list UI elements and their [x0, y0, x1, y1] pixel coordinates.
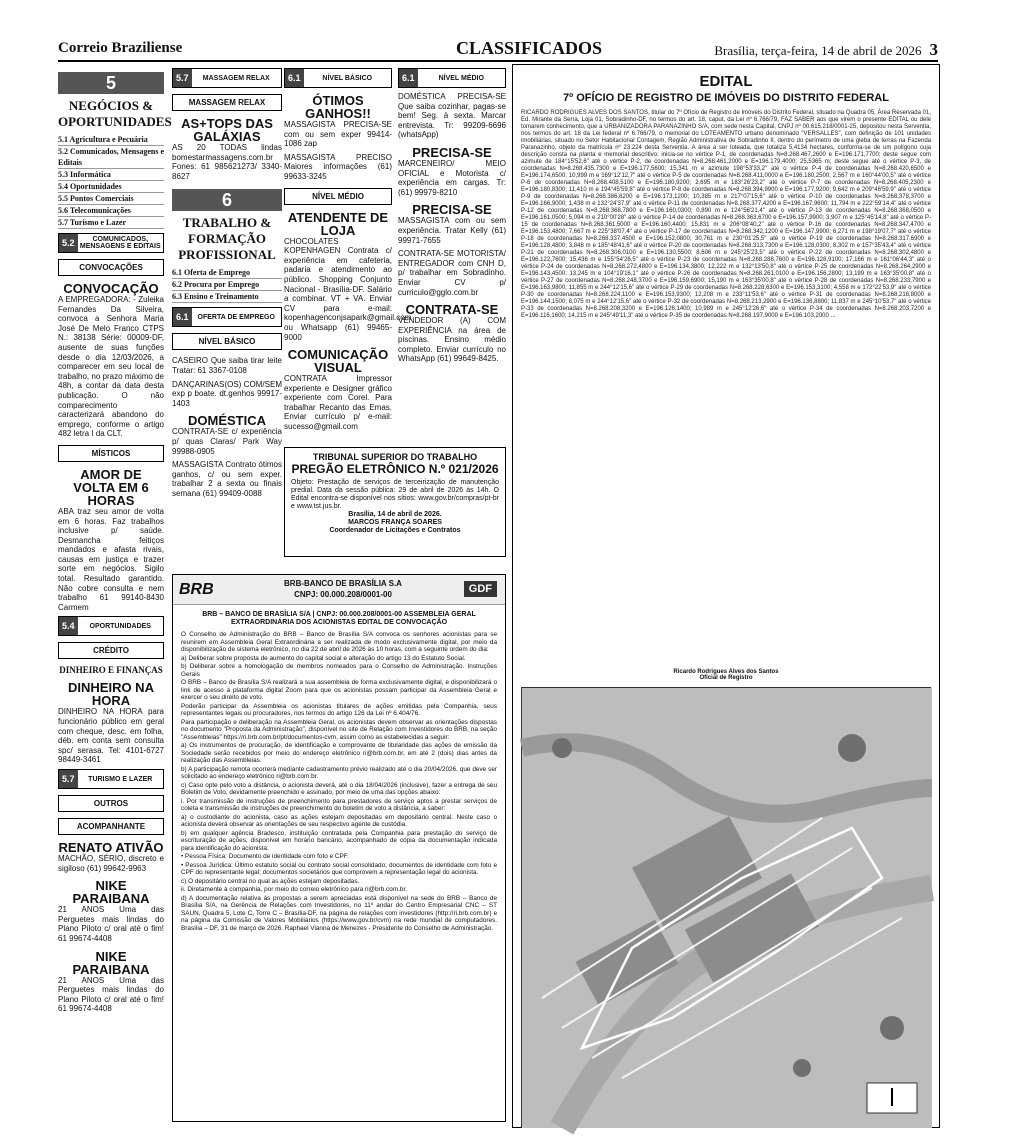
notice-org: TRIBUNAL SUPERIOR DO TRABALHO — [312, 452, 478, 462]
edital-body: RICARDO RODRIGUES ALVES DOS SANTOS, titular do 7º Ofício de Registro de Imóveis do Distrito Federal, situado na Quadra 05, Área Reservada 01, Ed. Mirante da Serra, Loja 01, Sobradinho-DF, no termos do art. 18, caput, da Lei nº 6.766/79, FAZ SABER aos que virem o presente EDITAL ou dele tomarem conhecimento, que a URBANIZADORA PARANAZINHO S/A, com sede nesta Capital, CNPJ nº 00.615.218/0001-25, depositou nesta Serventia, nos termos do art. 18 da Lei federal nº 6.766/79, o memorial do LOTEAMENTO urbano denominado "VERSALLES", com definição de 101 unidades imobiliárias, situado no Setor Habitacional Contagem, Região Administrativa de Sobradinho II, dentro do perímetro de uma gleba de terras na Fazenda Paranazinho, objeto da matrícula nº 23.224 desta Serventia. A área a ser loteada, que totaliza 5,4134 hectares, conforma-se de um polígono cuja descrição consta na planta e memorial descritivo: inicia-se no vértice P-1, de coordenadas N=8.268.467,2600 e E=196.171,7700; deste segue com azimute de 184°15'52,6" até o vértice P-2, de coordenadas N=8.268.461,2000 e E=196.179,4000; 25,5365 m; deste segue até o vértice P-3, de coordenadas N=8.268.435,7300 e E=196.177,5600; 15,341 m e azimute 198°53'33,2" até o vértice P-4 de coordenadas N=8.268.420,6500 e E=196.174,6500; 10,999 m e 169°12'12,7" até o vértice P-5 de coordenadas N=8.268.411,0000 e E=196.180,2500; 2,567 m e 160°44'00,5" até o vértice P-6 de coordenadas N=8.268.408,5100 e E=196.180,9200; 2,695 m e 183°26'23,2" até o vértice P-7 de coordenadas N=8.268.405,2300 e E=196.180,8300; 11,410 m e 194°45'59,8" até o vértice P-8 de coordenadas N=8.268.394,9900 e E=196.177,9200; 9,642 m e 209°46'59,9" até o vértice P-9 de coordenadas N=8.268.386,6200 e E=196.173,1200; 10,385 m e 217°07'15,6" até o vértice P-10 de coordenadas N=8.268.378,3700 e E=196.166,9000; 1,438 m e 132°24'37,9" até o vértice P-11 de coordenadas N=8.268.377,4200 e E=196.167,9600; 11,794 m e 222°59'14,4" até o vértice P-12 de coordenadas N=8.268.368,7800 e E=196.160,0300; 0,890 m e 124°56'21,4" até o vértice P-13 de coordenadas N=8.268.368,0500 e E=196.161,0500; 5,094 m e 210°00'28" até o vértice P-14 de coordenadas N=8.268.363,6700 e E=196.157,9900; 3,907 m e 125°45'14,8" até o vértice P-15 de coordenadas N=8.268.361,5000 e E=196.160,4400; 15,831 m e 206°08'40,2" até o vértice P-16 de coordenadas N=8.268.347,4700 e E=196.153,4800; 7,667 m e 225°38'07,4" até o vértice P-17 de coordenadas N=8.268.342,1200 e E=196.147,9900; 6,271 m e 198°19'07,7" até o vértice P-18 de coordenadas N=8.268.337,4500 e E=196.152,0800; 30,761 m e 230°01'25,5" até o vértice P-19 de coordenadas N=8.268.317,6900 e E=196.128,4800; 3,848 m e 185°48'41,6" até o vértice P-20 de coordenadas N=8.268.313,7300 e E=196.128,0300; 8,302 m e 157°35'43,4" até o vértice P-21 de coordenadas N=8.268.306,0100 e E=196.130,5500; 8,606 m e 245°25'23,5" até o vértice P-22 de coordenadas N=8.268.302,4800 e E=196.122,7600; 15,436 m e 155°54'26,5" até o vértice P-23 de coordenadas N=8.268.288,7600 e E=196.128,9100; 17,166 m e 161°06'44,3" até o vértice P-24 de coordenadas N=8.268.272,4800 e E=196.134,3800; 12,222 m e 132°13'50,8" até o vértice P-25 de coordenadas N=8.268.264,2900 e E=196.143,4500; 13,245 m e 104°19'16,1" até o vértice P-26 de coordenadas N=8.268.261,0100 e E=196.156,2800; 13,199 m e 163°35'00,8" até o vértice P-27 de coordenadas N=8.268.248,3700 e E=196.159,6900; 15,190 m e 163°35'00,8" até o vértice P-28 de coordenadas N=8.268.233,7900 e E=196.163,9800; 11,855 m e 244°12'15,6" até o vértice P-29 de coordenadas N=8.268.228,6300 e E=196.153,3100; 4,558 m e 172°22'53,9" até o vértice P-30 de coordenadas N=8.268.224,1100 e E=196.153,9300; 12,208 m e 233°11'53,6" até o vértice P-31 de coordenadas N=8.268.216,8000 e E=196.144,1500; 8,075 m e 244°12'15,6" até o vértice P-32 de coordenadas N=8.268.213,2900 e E=196.136,8800; 11,837 m e 245°10'53,7" até o vértice P-33 de coordenadas N=8.268.208,3200 e E=196.126,1400; 10,989 m e 245°12'26,6" até o vértice P-34 de coordenadas N=8.268.203,7200 e E=196.116,1600; 14,215 m e 245°49'11,3" até o vértice P-35 de coordenadas N=8.268.197,9000 e E=196.103,2000 ... — [521, 110, 931, 319]
notice-title: PREGÃO ELETRÔNICO N.º 021/2026 — [291, 462, 499, 476]
brb-paragraph: b) em qualquer agência Bradesco, instituição contratada pela Companhia para prestação do serviço de escrituração de ações, disponível em horário bancário, acompanhado de cópia da documentação indicada para identificação do acionista: — [181, 829, 497, 852]
section-index — [172, 267, 282, 303]
ad-heading: ÓTIMOS GANHOS!! — [305, 93, 371, 121]
subcategory-label: CONVOCAÇÕES — [58, 259, 164, 276]
section-heading: TRABALHO & FORMAÇÃO PROFISSIONAL — [178, 215, 276, 263]
index-item: 5.5 Pontos Comerciais — [58, 193, 164, 205]
ad-heading: DINHEIRO NA HORA — [68, 680, 154, 709]
subcategory-heading: DINHEIRO E FINANÇAS — [59, 665, 163, 676]
brb-paragraph: a) o custodiante do acionista, caso as ações estejam depositadas em depositário central. Neste caso o acionista deverá observar as orientações de seu respectivo agente de custódia. — [181, 813, 497, 828]
subcategory-label: NÍVEL MÉDIO — [284, 188, 392, 205]
category-number: 5.4 — [59, 617, 78, 635]
ad-text: A EMPREGADORA: - Zuleika Fernandes Da Silveira, convoca a Senhora Maria José De Melo Franco CTPS N.: 38138 Série: 00009-DF, ausente de suas funções desde o dia 12/03/2026, a comparecer em seu local de trabalho, no prazo máximo de 48h, a contar da data desta publicação. O não comparecimento caracterizará abandono do emprego, conforme o artigo 482 letra I da CLT. — [58, 295, 164, 439]
brb-paragraph: d) A documentação relativa às propostas a serem apreciadas está disponível na sede do BRB – Banco de Brasília S/A, na Gerência de Relações com Investidores, no 11º andar do Centro Empresarial CNC – ST SAUN, Quadra 5, Lote C, Torre C – Brasília-DF, na página de relações com investidores (http://ri.brb.com.br) e na página da Comissão de Valores Mobiliários (https://www.gov.br/cvm) na rede mundial de computadores. Brasília – DF, 31 de março de 2026. Raphael Vianna de Menezes - Presidente do Conselho de Administração. — [181, 894, 497, 932]
column-nivel-medio — [398, 64, 506, 444]
brb-logo: BRB — [179, 581, 214, 598]
brb-paragraph: b) Deliberar sobre a homologação de membros nomeados para o Conselho de Administração. Instruções Gerais — [181, 663, 497, 678]
brb-paragraph: a) Deliberar sobre proposta de aumento do capital social e alteração do artigo 13 do Estatuto Social. — [181, 654, 466, 662]
ad-text: ABA traz seu amor de volta em 6 horas. Faz trabalhos inclusive p/ saúde. Desmancha feitiços mandados e afasta rivais, causas em justiça e trazer sorte em negócios. Sigilo total. Resultado garantido. Não cobre consulta e nem trabalho 61 99140-8430 Carmem — [58, 506, 164, 612]
index-item: 5.4 Oportunidades — [58, 181, 164, 193]
ad-text: CASEIRO Que saiba tirar leite Tratar: 61 3367-0108 — [172, 356, 282, 375]
category-label: NÍVEL MÉDIO — [438, 74, 484, 82]
ad-text: 21 ANOS Uma das Perguetes mais lindas do Plano Piloto c/ oral até o fim! 61 99674-4408 — [58, 975, 164, 1014]
aerial-photo-graphic — [522, 688, 932, 1128]
ad-heading: AS+TOPS DAS GALÁXIAS — [181, 116, 273, 144]
ad-heading: ATENDENTE DE LOJA — [287, 209, 389, 238]
brb-paragraph: ii. Diretamente à companhia, por meio do correio eletrônico para ri@brb.com.br. — [181, 886, 408, 893]
newspaper-name: Correio Braziliense — [58, 40, 183, 56]
subcategory-label: CRÉDITO — [58, 642, 164, 659]
edital-notice — [512, 64, 940, 1128]
ad-text: CONTRATA-SE MOTORISTA/ ENTREGADOR com CNH D, p/ trabalhar em Sobradinho. Enviar CV p/ curriculo@gglo.com.br — [398, 249, 506, 297]
ad-heading: COMUNICAÇÃO VISUAL — [287, 347, 389, 376]
date-text: Brasília, terça-feira, 14 de abril de 2026 — [714, 43, 922, 58]
page-header — [58, 38, 938, 58]
category-number: 5.7 — [173, 69, 192, 87]
column-nivel-basico — [284, 64, 412, 444]
edital-subtitle: 7º OFÍCIO DE REGISTRO DE IMÓVEIS DO DISTRITO FEDERAL — [563, 92, 889, 104]
ad-text: AS 20 TODAS lindas bomestarmassagens.com.br Fones: 61 985621273/ 3340-8627 — [172, 143, 282, 181]
index-item: 5.3 Informática — [58, 169, 164, 181]
index-item: 6.3 Ensino e Treinamento — [172, 291, 282, 303]
aerial-map-image — [521, 687, 931, 1127]
brb-paragraph: • Pessoa Física: Documento de identidade com foto e CPF. — [181, 853, 349, 860]
ad-text: MASSAGISTA PRECISO Maiores informações (61) 99633-3245 — [284, 152, 392, 181]
category-label: COMUNICADOS, MENSAGENS E EDITAIS — [79, 236, 161, 250]
ad-text: DANÇARINAS(OS) COM/SEM exp p boate. dt.genhos 99917-1403 — [172, 379, 282, 408]
signer-role: Oficial de Registro — [699, 675, 753, 681]
category-number: 6.1 — [173, 308, 192, 326]
notice-role: Coordenador de Licitações e Contratos — [329, 527, 461, 534]
brb-paragraph: i. Por transmissão de instruções de preenchimento para prestadores de serviço aptos a prestar serviços de coleta e transmissão de instruções de preenchimento do boletim de voto a distância, a saber: — [181, 797, 497, 812]
ad-text: 21 ANOS Uma das Perguetes mais lindas do Plano Piloto c/ oral até o fim! 61 99674-4408 — [58, 905, 164, 943]
index-item: 5.1 Agricultura e Pecuária — [58, 134, 164, 146]
brb-paragraph: Poderão participar da Assembleia os acionistas titulares de ações emitidas pela Companhia, seus representantes legais ou procuradores, nos termos do artigo 126 da Lei nº 6.404/76. — [181, 702, 497, 717]
category-label: NÍVEL BÁSICO — [322, 74, 373, 82]
ad-heading: CONTRATA-SE — [405, 302, 499, 318]
ad-text: DINHEIRO NA HORA para funcionário público em geral com cheque, desc. em folha, déb. em conta sem consulta spc/ serasa. Tel: 4101-6727 98449-3461 — [58, 707, 164, 765]
header-rule — [58, 60, 938, 62]
tst-notice — [284, 447, 506, 557]
category-label: MASSAGEM RELAX — [202, 74, 270, 82]
ad-heading: RENATO ATIVÃO — [58, 840, 164, 855]
index-item: 6.1 Oferta de Emprego — [172, 267, 282, 279]
brb-company — [273, 578, 413, 600]
column-massagem-trabalho — [172, 64, 282, 498]
index-item: 5.7 Turismo e Lazer — [58, 217, 164, 229]
subcategory-label: NÍVEL BÁSICO — [172, 333, 282, 350]
ad-text: MASSAGISTA Contrato ótimos ganhos, c/ ou sem exper. trabalhar 2 a sexta ou finais semana (61) 99409-0088 — [172, 460, 282, 498]
brb-heading: BRB – BANCO DE BRASÍLIA S/A | CNPJ: 00.000.208/0001-00 ASSEMBLEIA GERAL EXTRAORDINÁRIA DOS ACIONISTAS EDITAL DE CONVOCAÇÃO — [202, 611, 476, 626]
category-number: 6.1 — [399, 69, 418, 87]
notice-place: Brasília, 14 de abril de 2026. — [348, 511, 442, 518]
category-number: 5.7 — [59, 770, 78, 788]
section-number: 5 — [58, 72, 164, 94]
brb-paragraph: O Conselho de Administração do BRB – Banco de Brasília S/A convoca os senhores acionistas para se reunirem em Assembleia Geral Extraordinária a ser realizada de modo exclusivamente digital, por meio da disponibilização de sistema eletrônico, no dia 22 de abril de 2026 às 10 horas, com a seguinte ordem do dia: — [181, 631, 497, 653]
subcategory-label: ACOMPANHANTE — [58, 818, 164, 835]
category-tab — [398, 68, 506, 88]
gdf-logo: GDF — [464, 581, 497, 597]
subcategory-label: MÍSTICOS — [58, 445, 164, 462]
brb-notice — [172, 574, 506, 1122]
ad-heading: PRECISA-SE — [412, 144, 492, 160]
brb-paragraph: c) O depositário central no qual as ações estejam depositadas. — [181, 877, 360, 885]
ad-text: MARCENEIRO/ MEIO OFICIAL e Motorista c/ experiência em cargas. Tr: (61) 99979-8210 — [398, 158, 506, 197]
subcategory-label: OUTROS — [58, 795, 164, 812]
notice-body: Objeto: Prestação de serviços de terceirização de manutenção predial. Data da sessão pública: 29 de abril de 2026 às 14h. O Edital encontra-se disponível nos sítios: www.gov.br/compras/pt-br e www.tst.jus.br. — [291, 479, 499, 510]
ad-text: CHOCOLATES KOPENHAGEN Contrata c/ experiência em cafeteria, padaria e atendimento ao público. Shopping Conjunto Nacional - Brasília-DF. Salário a combinar. VT + VA. Enviar CV para e-mail: kopenhagenconjsapark@gmail.com ou Whatsapp (61) 99465-9000 — [284, 236, 412, 342]
ad-text: VENDEDOR (A) COM EXPERIÊNCIA na área de piscinas. Ensino médio completo. Enviar currículo no WhatsApp (61) 99649-8425. — [398, 316, 506, 364]
brb-paragraph: O BRB – Banco de Brasília S/A realizará a sua assembleia de forma exclusivamente digital, e disponibilizará o link de acesso à plataforma digital Zoom para que os acionistas possam participar da Assembleia Geral e exercer o seu direito de voto. — [181, 679, 497, 701]
category-number: 6.1 — [285, 69, 304, 87]
brb-banner — [173, 575, 505, 605]
issue-date — [714, 40, 938, 60]
section-number: 6 — [172, 189, 282, 211]
ad-text: MASSAGISTA com ou sem experiência. Tratar Kelly (61) 99971-7655 — [398, 216, 506, 245]
page-number: 3 — [929, 40, 938, 59]
ad-text: MASSAGISTA PRECISA-SE com ou sem exper 99414-1086 zap — [284, 120, 392, 149]
category-tab — [284, 68, 392, 88]
index-item: 5.6 Telecomunicações — [58, 205, 164, 217]
brb-org: BRB-BANCO DE BRASÍLIA S.A — [284, 579, 402, 588]
brb-paragraph: • Pessoa Jurídica: Último estatuto social ou contrato social consolidado; documentos de identidade com foto e CPF do representante legal; documentos societários que comprovem a representação legal do acionista. — [181, 861, 497, 876]
edital-signature — [521, 669, 931, 681]
brb-cnpj: CNPJ: 00.000.208/0001-00 — [294, 590, 392, 599]
signer-name: Ricardo Rodrigues Alves dos Santos — [673, 669, 779, 675]
category-tab — [172, 68, 282, 88]
edital-title: EDITAL — [699, 73, 753, 90]
ad-heading: NIKE PARAIBANA — [72, 878, 150, 907]
subcategory-label: MASSAGEM RELAX — [172, 94, 282, 111]
ad-text: CONTRATA Impressor experiente e Designer gráfico experiente com Corel. Para trabalhar Recanto das Emas. Enviar currículo p/ e-mail: sucesso@gmail.com — [284, 374, 392, 432]
brb-paragraph: a) Os instrumentos de procuração, de identificação e comprovante de titularidade das ações de emissão da Sociedade serão recebidos por meio do endereço eletrônico ri@brb.com.br, em até 2 (dois) dias antes da realização das Assembleias. — [181, 742, 497, 764]
brb-body — [173, 631, 505, 932]
brb-paragraph: c) Caso opte pelo voto a distância, o acionista deverá, até o dia 18/04/2026 (inclusive), fazer a entrega de seu Boletim de Voto, devidamente preenchido e assinado, por meio de uma das opções abaixo: — [181, 781, 497, 796]
brb-paragraph: b) A participação remota ocorrerá mediante cadastramento prévio realizado até o dia 20/04/2026, que deve ser solicitado ao endereço eletrônico ri@brb.com.br. — [181, 765, 497, 780]
category-label: OFERTA DE EMPREGO — [197, 313, 275, 321]
index-item: 6.2 Procura por Emprego — [172, 279, 282, 291]
section-index — [58, 134, 164, 229]
brb-paragraph: Para participação e deliberação na Assembleia Geral, os acionistas devem observar as orientações dispostas no documento "Proposta da Administração", disponível no site de Relação com Investidores do BRB, na seção "Assembleias" https://ri.brb.com.br/pt/documentos-cvm, assim como as estabelecidas a seguir: — [181, 718, 497, 741]
ad-heading: DOMÉSTICA — [188, 413, 266, 429]
category-label: TURISMO E LAZER — [88, 775, 153, 783]
ad-heading: NIKE PARAIBANA — [72, 948, 150, 977]
index-item: 5.2 Comunicados, Mensagens e Editais — [58, 147, 165, 167]
section-heading: NEGÓCIOS & OPORTUNIDADES — [58, 98, 172, 129]
notice-signer: MARCOS FRANÇA SOARES — [348, 519, 442, 526]
ad-heading: AMOR DE VOLTA EM 6 HORAS — [73, 466, 149, 508]
category-tab — [58, 769, 164, 789]
category-number: 5.2 — [59, 234, 78, 252]
category-tab — [58, 616, 164, 636]
section-title: CLASSIFICADOS — [456, 38, 603, 58]
ad-text: MACHÃO, SÉRIO, discreto e sigiloso (61) 99642-9963 — [58, 854, 164, 873]
ad-heading: PRECISA-SE — [412, 202, 492, 218]
ad-text: DOMÉSTICA PRECISA-SE Que saiba cozinhar, pagas-se bem! Seg. à sexta. Marcar entrevista. Tr: 99209-6696 (whatsApp) — [398, 92, 506, 140]
category-tab — [58, 233, 164, 253]
ad-heading: CONVOCAÇÃO — [63, 281, 159, 296]
category-tab — [172, 307, 282, 327]
category-label: OPORTUNIDADES — [89, 622, 151, 630]
column-negocios — [58, 64, 172, 1124]
ad-text: CONTRATA-SE c/ experiência p/ quas Claras/ Park Way 99988-0905 — [172, 427, 282, 456]
